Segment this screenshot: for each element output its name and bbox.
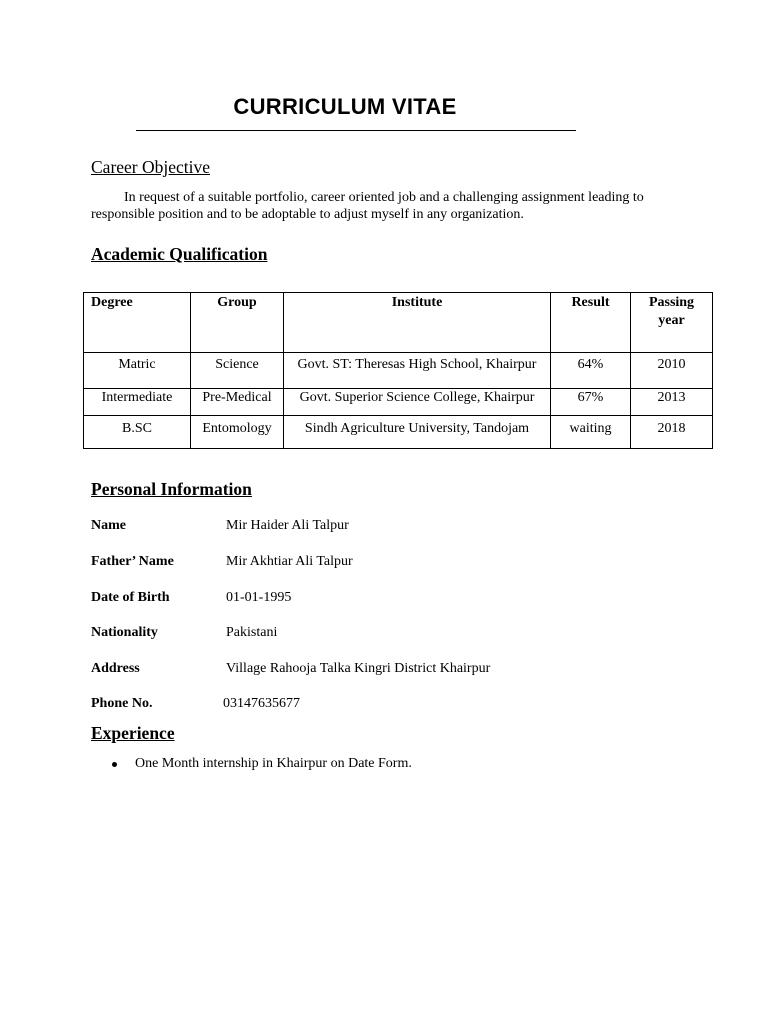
info-value: Mir Akhtiar Ali Talpur: [226, 554, 353, 569]
cell-year: 2018: [631, 416, 713, 449]
cell-degree: Matric: [84, 353, 191, 389]
info-label: Name: [91, 518, 126, 533]
academic-qualification-heading: Academic Qualification: [91, 244, 268, 264]
bullet-icon: [112, 762, 117, 767]
info-label: Father’ Name: [91, 554, 174, 569]
career-objective-text: [91, 189, 691, 223]
experience-item-text: One Month internship in Khairpur on Date Form.: [135, 756, 412, 771]
cell-degree: Intermediate: [84, 389, 191, 416]
cell-institute: Govt. ST: Theresas High School, Khairpur: [284, 353, 551, 389]
header-passing-year: Passing year: [631, 293, 713, 353]
table-header-row: [84, 293, 713, 353]
header-degree: Degree: [84, 293, 191, 353]
cell-institute: Govt. Superior Science College, Khairpur: [284, 389, 551, 416]
cell-group: Entomology: [191, 416, 284, 449]
cell-degree: B.SC: [84, 416, 191, 449]
list-item: [112, 756, 412, 772]
info-value: 01-01-1995: [226, 590, 292, 605]
experience-list: [112, 756, 412, 772]
header-group: Group: [191, 293, 284, 353]
document-title: CURRICULUM VITAE: [233, 94, 457, 119]
header-result: Result: [551, 293, 631, 353]
title-underline: [136, 130, 576, 131]
cell-year: 2010: [631, 353, 713, 389]
info-value: Pakistani: [226, 625, 278, 640]
cell-institute: Sindh Agriculture University, Tandojam: [284, 416, 551, 449]
info-value: 03147635677: [223, 696, 300, 711]
cell-result: 64%: [551, 353, 631, 389]
info-label: Address: [91, 661, 140, 676]
personal-information-heading: Personal Information: [91, 479, 252, 499]
cell-year: 2013: [631, 389, 713, 416]
info-label: Date of Birth: [91, 590, 170, 605]
cell-result: 67%: [551, 389, 631, 416]
career-objective-body: In request of a suitable portfolio, career oriented job and a challenging assignment leading to responsible position and to be adoptable to adjust myself in any organization.: [91, 190, 644, 222]
info-value: Village Rahooja Talka Kingri District Khairpur: [226, 661, 491, 676]
cell-group: Pre-Medical: [191, 389, 284, 416]
info-value: Mir Haider Ali Talpur: [226, 518, 349, 533]
career-objective-heading: Career Objective: [91, 157, 211, 177]
cell-result: waiting: [551, 416, 631, 449]
table-row: [84, 416, 713, 449]
table-row: [84, 353, 713, 389]
header-institute: Institute: [284, 293, 551, 353]
academic-table: [83, 292, 713, 449]
cell-group: Science: [191, 353, 284, 389]
experience-heading: Experience: [91, 723, 175, 743]
table-row: [84, 389, 713, 416]
info-label: Nationality: [91, 625, 158, 640]
info-label: Phone No.: [91, 696, 153, 711]
